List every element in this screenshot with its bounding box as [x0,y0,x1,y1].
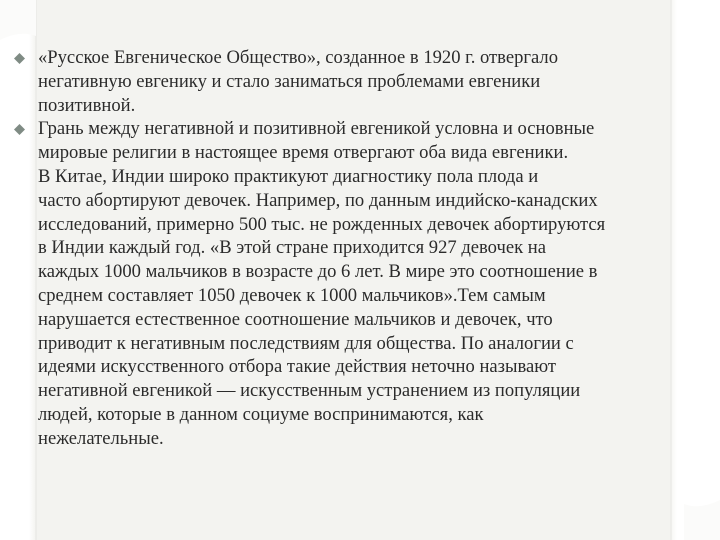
slide-content [14,46,714,451]
text-line: негативной евгеникой — искусственным устранением из популяции [38,380,581,402]
text-line: идеями искусственного отбора такие действия неточно называют [38,356,557,378]
text-line: приводит к негативным последствиям для общества. По аналогии с [38,332,574,354]
text-line: позитивной. [38,94,136,116]
text-line: негативную евгенику и стало заниматься проблемами евгеники [38,70,541,92]
text-line: «Русское Евгеническое Общество», созданное в 1920 г. отвергало [38,47,559,68]
text-line: нарушается естественное соотношение мальчиков и девочек, что [38,308,553,330]
text-line: людей, которые в данном социуме воспринимаются, как [38,403,484,425]
top-left-corner-decor [0,0,36,40]
text-line: Грань между негативной и позитивной евгеникой условна и основные [38,118,595,140]
text-line: каждых 1000 мальчиков в возрасте до 6 лет. В мире это соотношение в [38,261,598,283]
text-line: мировые религии в настоящее время отвергают оба вида евгеники. [38,142,569,164]
text-line: среднем составляет 1050 девочек к 1000 мальчиков».Тем самым [38,284,546,306]
bottom-right-corner-decor [684,500,720,540]
text-line: часто абортируют девочек. Например, по данным индийско-канадских [38,189,598,211]
diamond-bullet-icon [14,124,25,135]
bullet-item-1 [14,46,714,117]
text-line: В Китае, Индии широко практикуют диагностику пола плода и [38,165,539,187]
diamond-bullet-icon [14,53,25,64]
text-line: нежелательные. [38,427,164,449]
text-line: исследований, примерно 500 тыс. не рожденных девочек абортируются [38,213,606,235]
bullet-item-2 [14,117,714,450]
text-line: в Индии каждый год. «В этой стране приходится 927 девочек на [38,237,546,259]
